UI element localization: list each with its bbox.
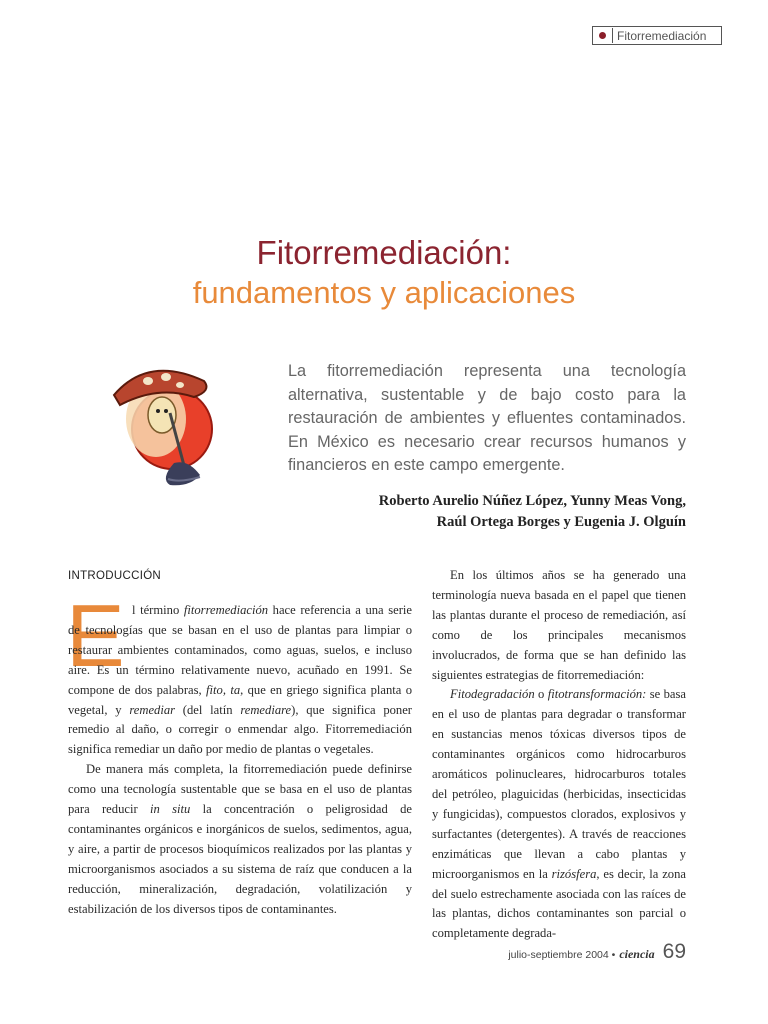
tag-divider: [612, 28, 613, 43]
intro-paragraph-2: De manera más completa, la fitorremediación puede definirse como una tecnología sustentable que se basa en el uso de plantas para reducir in situ la concentración o peligrosidad de contaminantes orgánicos e inorgánicos de suelos, sedimentos, agua, y aire, a partir de procesos bioquímicos realizados por las plantas y microorganismos asociados a su sistema de raíz que conducen a la reducción, mineralización, degradación, volatilización y estabilización de los diversos tipos de contaminantes.: [68, 762, 412, 916]
page-number: 69: [662, 940, 686, 963]
bullet-icon: [599, 32, 606, 39]
magazine-logo: ciencia: [619, 947, 655, 961]
col2-paragraph-2: Fitodegradación o fitotransformación: se basa en el uso de plantas para degradar o transformar en sustancias menos tóxicas diversos tipos de contaminantes orgánicos como hidrocarburos aromáticos polinucleares, hidrocarburos totales del petróleo, plaguicidas (herbicidas, insecticidas y fungicidas), compuestos clorados, explosivos y surfactantes (detergentes). A través de reacciones enzimáticas que llevan a cabo plantas y microorganismos en la rizósfera, es decir, la zona del suelo estrechamente asociada con las raíces de las plantas, dichos contaminantes son parcial o completamente degrada-: [432, 687, 687, 941]
author-line-2: Raúl Ortega Borges y Eugenia J. Olguín: [436, 514, 686, 530]
issue-date: julio-septiembre 2004 •: [508, 949, 616, 961]
article-subtitle: fundamentos y aplicaciones: [192, 275, 576, 310]
column-left: [66, 586, 413, 920]
column-right: [432, 566, 686, 944]
mushroom-character-sweeping-icon: [108, 355, 228, 495]
author-line-1: Roberto Aurelio Núñez López, Yunny Meas Vong,: [378, 493, 686, 509]
article-title: Fitorremediación:: [256, 234, 512, 271]
section-tag-label: Fitorremediación: [617, 28, 707, 43]
article-lede: La fitorremediación representa una tecnología alternativa, sustentable y de bajo costo para la restauración de ambientes y efluentes contaminados. En México es necesario crear recursos humanos y financieros en este campo emergente.: [288, 362, 686, 474]
introduction-heading: INTRODUCCIÓN: [68, 570, 162, 582]
drop-cap: E: [66, 586, 125, 685]
mushroom-illustration: [108, 355, 228, 495]
page-footer: [508, 940, 686, 964]
intro-paragraph-1: l término fitorremediación hace referencia a una serie de tecnologías que se basan en el uso de plantas para limpiar o restaurar ambientes contaminados, como aguas, suelos, e incluso aire. Es un término relativamente nuevo, acuñado en 1991. Se compone de dos palabras, fito, ta, que en griego significa planta o vegetal, y remediar (del latín remediare), que significa poner remedio al daño, o corregir o enmendar algo. Fitorremediación significa remediar un daño por medio de plantas o vegetales.: [68, 603, 413, 757]
section-tag: [592, 26, 722, 45]
author-list: [379, 491, 686, 533]
col2-paragraph-1: En los últimos años se ha generado una terminología nueva basada en el papel que tienen las plantas durante el proceso de remediación, así como de los principales mecanismos involucrados, de forma que se han definido las siguientes estrategias de fitorremediación:: [432, 568, 686, 682]
